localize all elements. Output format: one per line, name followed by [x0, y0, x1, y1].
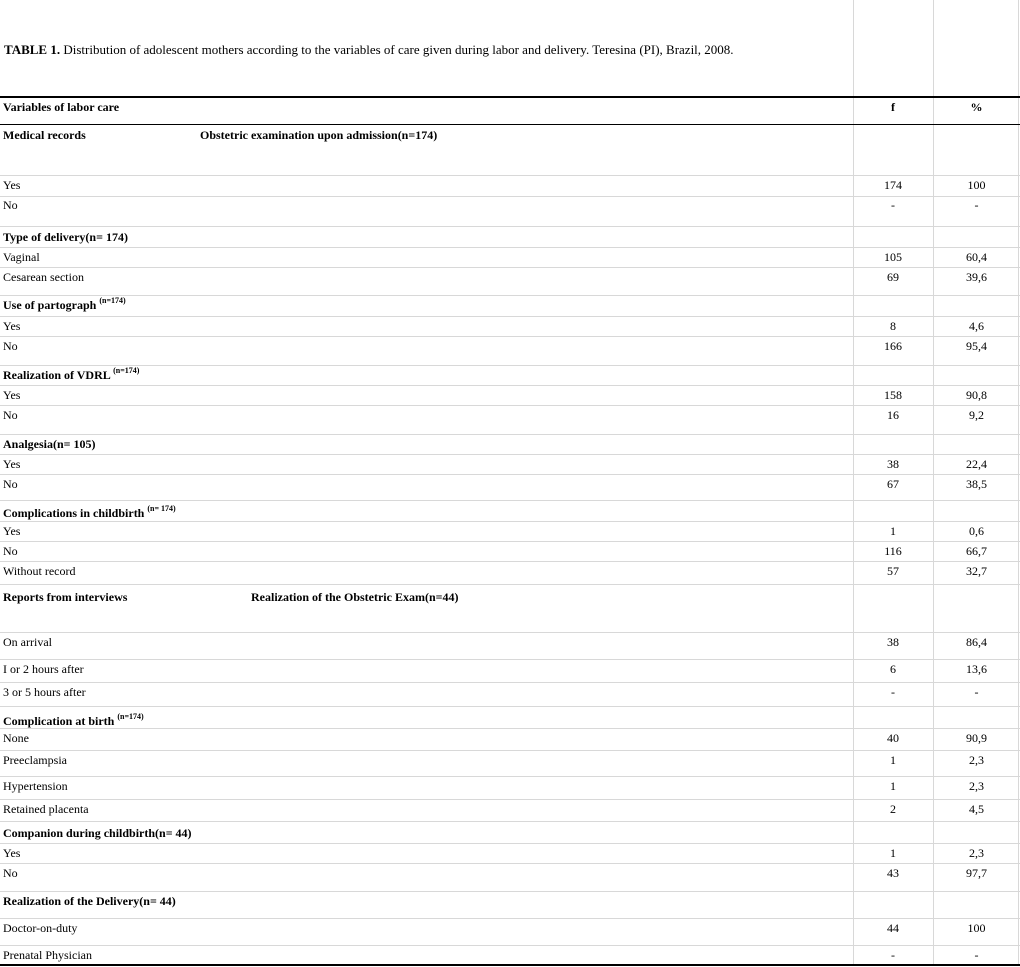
row-label-text: Companion during childbirth(n= 44)	[3, 826, 192, 840]
frequency-cell: 43	[887, 866, 899, 880]
frequency-cell: 1	[890, 779, 896, 793]
row-label-text: Reports from interviews	[3, 590, 128, 604]
row-label-text: No	[3, 866, 18, 880]
row-divider	[0, 295, 1020, 296]
row-label-text: Without record	[3, 564, 76, 578]
row-divider	[0, 584, 1020, 585]
row-divider	[0, 385, 1020, 386]
row-label-text: Yes	[3, 319, 21, 333]
row-label-text: None	[3, 731, 29, 745]
row-divider	[0, 454, 1020, 455]
subsection-label: Obstetric examination upon admission(n=174)	[200, 128, 438, 142]
frequency-cell: 174	[884, 178, 902, 192]
section-label	[3, 506, 176, 520]
row-label	[3, 846, 20, 860]
row-label-text: Cesarean section	[3, 270, 84, 284]
percent-cell: -	[974, 198, 979, 212]
percent-cell: 2,3	[969, 753, 984, 767]
percent-cell: -	[974, 685, 979, 699]
row-label-text: No	[3, 544, 18, 558]
frequency-cell: 69	[887, 270, 899, 284]
row-divider	[0, 500, 1020, 501]
row-label-text: Type of delivery(n= 174)	[3, 230, 128, 244]
frequency-cell: 116	[884, 544, 902, 558]
frequency-cell: 38	[887, 635, 899, 649]
row-divider	[0, 682, 1020, 683]
percent-cell: 66,7	[966, 544, 987, 558]
percent-cell: 9,2	[969, 408, 984, 422]
row-label	[3, 779, 68, 793]
row-label	[3, 564, 76, 578]
row-divider	[0, 799, 1020, 800]
row-label	[3, 866, 18, 880]
percent-cell: -	[974, 948, 979, 962]
percent-cell: 95,4	[966, 339, 987, 353]
row-divider	[0, 474, 1020, 475]
row-label-text: Use of partograph	[3, 298, 97, 312]
row-divider	[0, 434, 1020, 435]
header-rule	[0, 96, 1020, 98]
percent-cell: 90,8	[966, 388, 987, 402]
percent-cell: 13,6	[966, 662, 987, 676]
row-label	[3, 250, 40, 264]
row-label-text: Vaginal	[3, 250, 40, 264]
row-label	[3, 339, 18, 353]
percent-cell: 100	[967, 178, 986, 192]
row-divider	[0, 541, 1020, 542]
row-divider	[0, 776, 1020, 777]
row-label	[3, 388, 20, 402]
frequency-cell: 158	[884, 388, 902, 402]
row-divider	[0, 267, 1020, 268]
row-divider	[0, 632, 1020, 633]
sample-size-superscript: (n=174)	[99, 296, 126, 305]
frequency-cell: -	[891, 198, 895, 212]
row-label-text: Doctor-on-duty	[3, 921, 78, 935]
section-label	[3, 230, 128, 244]
row-divider	[0, 196, 1020, 197]
row-label	[3, 802, 89, 816]
row-label	[3, 198, 18, 212]
row-label	[3, 319, 20, 333]
row-divider	[0, 821, 1020, 822]
row-label	[3, 524, 20, 538]
table-title	[4, 42, 734, 58]
section-label	[3, 590, 127, 604]
row-label-text: 3 or 5 hours after	[3, 685, 86, 699]
section-label	[3, 298, 126, 312]
section-label	[3, 826, 192, 840]
row-label-text: No	[3, 477, 18, 491]
percent-cell: 4,6	[969, 319, 984, 333]
row-divider	[0, 863, 1020, 864]
row-divider	[0, 843, 1020, 844]
row-label-text: No	[3, 198, 18, 212]
row-label-text: Complication at birth	[3, 714, 115, 728]
section-label	[3, 368, 139, 382]
row-label-text: Realization of VDRL	[3, 368, 111, 382]
percent-cell: 22,4	[966, 457, 987, 471]
row-label-text: No	[3, 408, 18, 422]
percent-cell: 86,4	[966, 635, 987, 649]
percent-cell: 97,7	[966, 866, 987, 880]
frequency-cell: 57	[887, 564, 899, 578]
row-label-text: Yes	[3, 846, 21, 860]
row-divider	[0, 891, 1020, 892]
frequency-cell: 166	[884, 339, 902, 353]
frequency-cell: 8	[890, 319, 896, 333]
section-label	[3, 894, 176, 908]
row-label-text: Prenatal Physician	[3, 948, 92, 962]
row-label	[3, 270, 84, 284]
row-label	[3, 753, 67, 767]
row-divider	[0, 750, 1020, 751]
percent-cell: 90,9	[966, 731, 987, 745]
table-bottom-rule	[0, 964, 1020, 966]
header-frequency: f	[891, 100, 895, 114]
frequency-cell: 38	[887, 457, 899, 471]
row-divider	[0, 175, 1020, 176]
row-divider	[0, 945, 1020, 946]
header-percent: %	[970, 100, 983, 114]
row-divider	[0, 336, 1020, 337]
row-label	[3, 477, 18, 491]
row-label	[3, 635, 52, 649]
row-label-text: Complications in childbirth	[3, 506, 145, 520]
row-divider	[0, 521, 1020, 522]
row-label-text: Medical records	[3, 128, 86, 142]
row-divider	[0, 706, 1020, 707]
row-divider	[0, 365, 1020, 366]
row-divider	[0, 728, 1020, 729]
frequency-cell: 105	[884, 250, 902, 264]
percent-cell: 39,6	[966, 270, 987, 284]
percent-cell: 60,4	[966, 250, 987, 264]
row-label-text: No	[3, 339, 18, 353]
header-variables: Variables of labor care	[3, 100, 120, 114]
row-label-text: Preeclampsia	[3, 753, 67, 767]
subsection-label: Realization of the Obstetric Exam(n=44)	[251, 590, 459, 604]
row-label	[3, 731, 29, 745]
table-title-text: Distribution of adolescent mothers according to the variables of care given during labor and delivery. Teresina (PI), Brazil, 2008.	[63, 42, 734, 57]
row-label	[3, 948, 92, 962]
percent-cell: 0,6	[969, 524, 984, 538]
frequency-cell: 1	[890, 524, 896, 538]
frequency-cell: -	[891, 685, 895, 699]
percent-cell: 38,5	[966, 477, 987, 491]
row-divider	[0, 316, 1020, 317]
section-label	[3, 128, 86, 142]
row-label	[3, 408, 18, 422]
frequency-cell: 2	[890, 802, 896, 816]
frequency-cell: 40	[887, 731, 899, 745]
row-label-text: On arrival	[3, 635, 52, 649]
section-label	[3, 437, 96, 451]
row-label-text: Yes	[3, 457, 21, 471]
row-divider	[0, 561, 1020, 562]
frequency-cell: 67	[887, 477, 899, 491]
percent-cell: 100	[967, 921, 986, 935]
row-label	[3, 662, 84, 676]
frequency-cell: 1	[890, 846, 896, 860]
sample-size-superscript: (n=174)	[117, 712, 144, 721]
section-label	[3, 714, 144, 728]
row-label	[3, 685, 86, 699]
row-label	[3, 921, 77, 935]
frequency-cell: 44	[887, 921, 899, 935]
row-label-text: Analgesia(n= 105)	[3, 437, 96, 451]
row-label-text: Yes	[3, 178, 21, 192]
percent-cell: 2,3	[969, 779, 984, 793]
percent-cell: 2,3	[969, 846, 984, 860]
row-label-text: Yes	[3, 388, 21, 402]
row-label-text: Realization of the Delivery(n= 44)	[3, 894, 176, 908]
row-label-text: Retained placenta	[3, 802, 89, 816]
row-divider	[0, 659, 1020, 660]
sample-size-superscript: (n=174)	[113, 366, 140, 375]
percent-cell: 4,5	[969, 802, 984, 816]
frequency-cell: 1	[890, 753, 896, 767]
frequency-cell: 6	[890, 662, 896, 676]
row-label	[3, 544, 18, 558]
row-divider	[0, 247, 1020, 248]
table-title-label: TABLE 1.	[4, 42, 61, 57]
row-label-text: I or 2 hours after	[3, 662, 84, 676]
row-label-text: Hypertension	[3, 779, 68, 793]
frequency-cell: 16	[887, 408, 899, 422]
row-label-text: Yes	[3, 524, 21, 538]
row-label	[3, 457, 20, 471]
row-divider	[0, 918, 1020, 919]
frequency-cell: -	[891, 948, 895, 962]
row-divider	[0, 405, 1020, 406]
percent-cell: 32,7	[966, 564, 987, 578]
header-bottom-rule	[0, 124, 1020, 125]
row-label	[3, 178, 20, 192]
sample-size-superscript: (n= 174)	[147, 504, 176, 513]
row-divider	[0, 226, 1020, 227]
